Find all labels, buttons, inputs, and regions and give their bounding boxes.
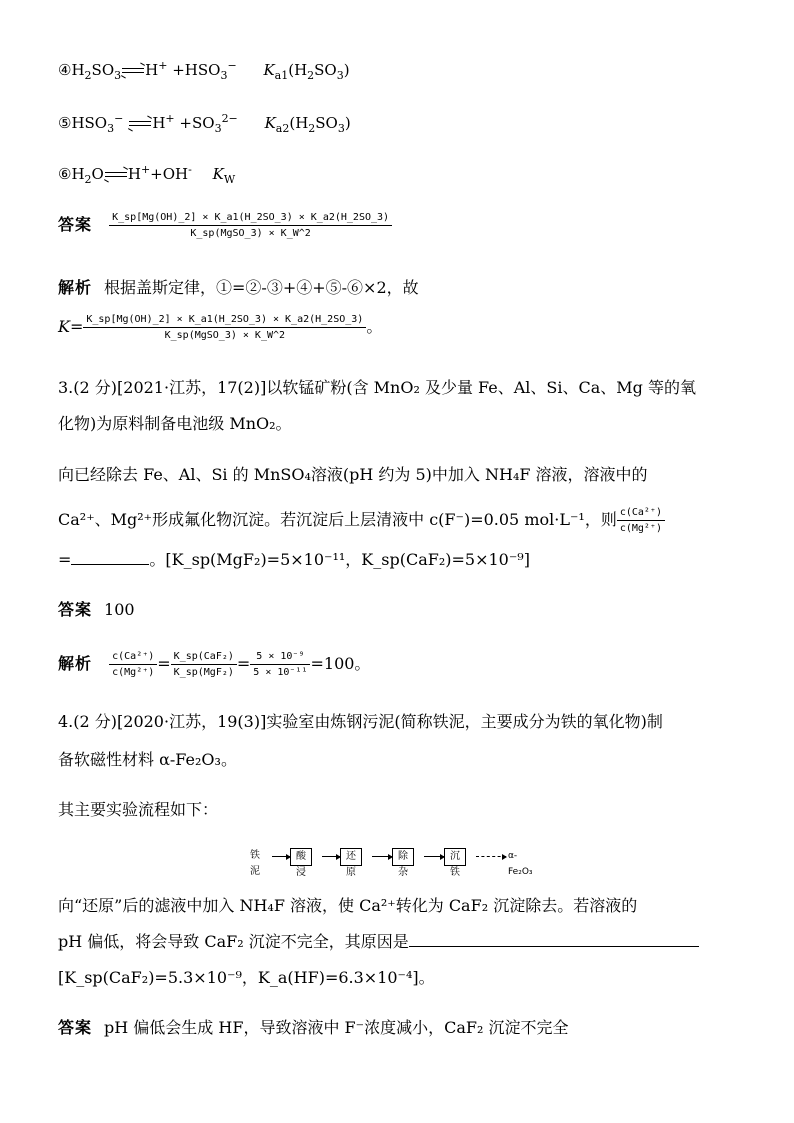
- question-3-line-4: Ca²⁺、Mg²⁺形成氟化物沉淀。若沉淀后上层清液中 c(F⁻)=0.05 mol·L⁻¹，则 $\frac{\text{c(Ca²⁺)}}{\text{c(Mg²⁺)}}$: [58, 505, 665, 535]
- answer-label: 答案: [58, 1018, 93, 1037]
- equation-4: $④H_2SO_3$ $H^+ +HSO_3^-$ $K_{a1}(H_2SO_3)$: [58, 59, 350, 82]
- flow-node-end: α-Fe₂O₃: [508, 851, 533, 877]
- answer-2: 答案 100: [58, 600, 135, 619]
- flow-arrow: [322, 856, 340, 857]
- answer-fraction: $\frac{K\_sp[Mg(OH)\_2] \times K\_a1(H\_2SO\_3) \times K\_a2(H\_2SO\_3)}{\text{K\_sp(MgSO\_3) × K\_W\textasciicircum{}2}}$: [109, 211, 392, 240]
- answer-blank[interactable]: [409, 932, 699, 947]
- flow-node-start: 铁泥: [250, 850, 260, 877]
- question-4-line-1: 4.(2 分)[2020·江苏，19(3)]实验室由炼钢污泥(简称铁泥，主要成分为铁的氧化物)制: [58, 712, 663, 731]
- question-3-line-2: 化物)为原料制备电池级 MnO₂。: [58, 414, 292, 433]
- flow-node-step-1: 酸浸: [290, 848, 312, 866]
- flow-node-step-2: 还原: [340, 848, 362, 866]
- equation-number: ④: [58, 61, 72, 79]
- question-4-line-4: 向“还原”后的滤液中加入 NH₄F 溶液，使 Ca²⁺转化为 CaF₂ 沉淀除去。若溶液的: [58, 896, 638, 915]
- equation-number: ⑤: [58, 114, 72, 132]
- answer-label: 答案: [58, 600, 93, 619]
- flow-node-step-4: 沉铁: [444, 848, 466, 866]
- question-4-line-5: pH 偏低，将会导致 CaF₂ 沉淀不完全，其原因是: [58, 932, 699, 952]
- flow-arrow: [476, 856, 506, 857]
- answer-blank[interactable]: [71, 550, 149, 565]
- answer-label: 答案: [58, 215, 93, 234]
- analysis-1: 解析 根据盖斯定律，①=②-③+④+⑤-⑥×2，故: [58, 278, 419, 297]
- question-4-line-2: 备软磁性材料 α-Fe₂O₃。: [58, 750, 237, 769]
- ratio-fraction: $\frac{\text{c(Ca²⁺)}}{\text{c(Mg²⁺)}}$: [617, 506, 665, 535]
- equilibrium-arrow-icon: [129, 119, 151, 129]
- answer-3: 答案 pH 偏低会生成 HF，导致溶液中 F⁻浓度减小，CaF₂ 沉淀不完全: [58, 1018, 569, 1037]
- equation-number: ⑥: [58, 165, 72, 183]
- flow-node-step-3: 除杂: [392, 848, 414, 866]
- question-3-line-1: 3.(2 分)[2021·江苏，17(2)]以软锰矿粉(含 MnO₂ 及少量 Fe、Al、Si、Ca、Mg 等的氧: [58, 378, 696, 397]
- equation-6: $⑥H_2O$ H++OH- $K_W$: [58, 163, 236, 186]
- answer-1: [58, 210, 392, 240]
- question-4-line-3: 其主要实验流程如下：: [58, 800, 219, 819]
- question-3-line-3: 向已经除去 Fe、Al、Si 的 MnSO₄溶液(pH 约为 5)中加入 NH₄F 溶液，溶液中的: [58, 465, 648, 484]
- flow-arrow: [372, 856, 392, 857]
- analysis-label: 解析: [58, 278, 93, 297]
- equilibrium-arrow-icon: [122, 66, 144, 76]
- equation-5: $⑤HSO_3^-$ $H^+ +SO_3^{2-}$ $K_{a2}(H_2SO_3)$: [58, 112, 351, 135]
- question-3-line-5: = 。[K_sp(MgF₂)=5×10⁻¹¹，K_sp(CaF₂)=5×10⁻⁹]: [58, 550, 530, 569]
- equilibrium-arrow-icon: [105, 170, 127, 180]
- analysis-2: 解析 $\frac{\text{c(Ca²⁺)}}{\text{c(Mg²⁺)}}$ = $\frac{\text{K\_sp(CaF₂)}}{\text{K\_sp(MgF₂)}}$ = $\frac{\text{5 × 10⁻⁹}}{\text{5 × 10⁻¹¹}}$ =100。: [58, 651, 371, 678]
- analysis-1-formula: K= $\frac{K\_sp[Mg(OH)\_2] \times K\_a1(H\_2SO\_3) \times K\_a2(H\_2SO\_3)}{\text{K\_sp(MgSO\_3) × K\_W\textasciicircum{}2}}$ 。: [58, 314, 383, 341]
- question-4-line-6: [K_sp(CaF₂)=5.3×10⁻⁹，K_a(HF)=6.3×10⁻⁴]。: [58, 968, 435, 987]
- flow-arrow: [424, 856, 444, 857]
- flow-arrow: [272, 856, 290, 857]
- analysis-label: 解析: [58, 654, 93, 673]
